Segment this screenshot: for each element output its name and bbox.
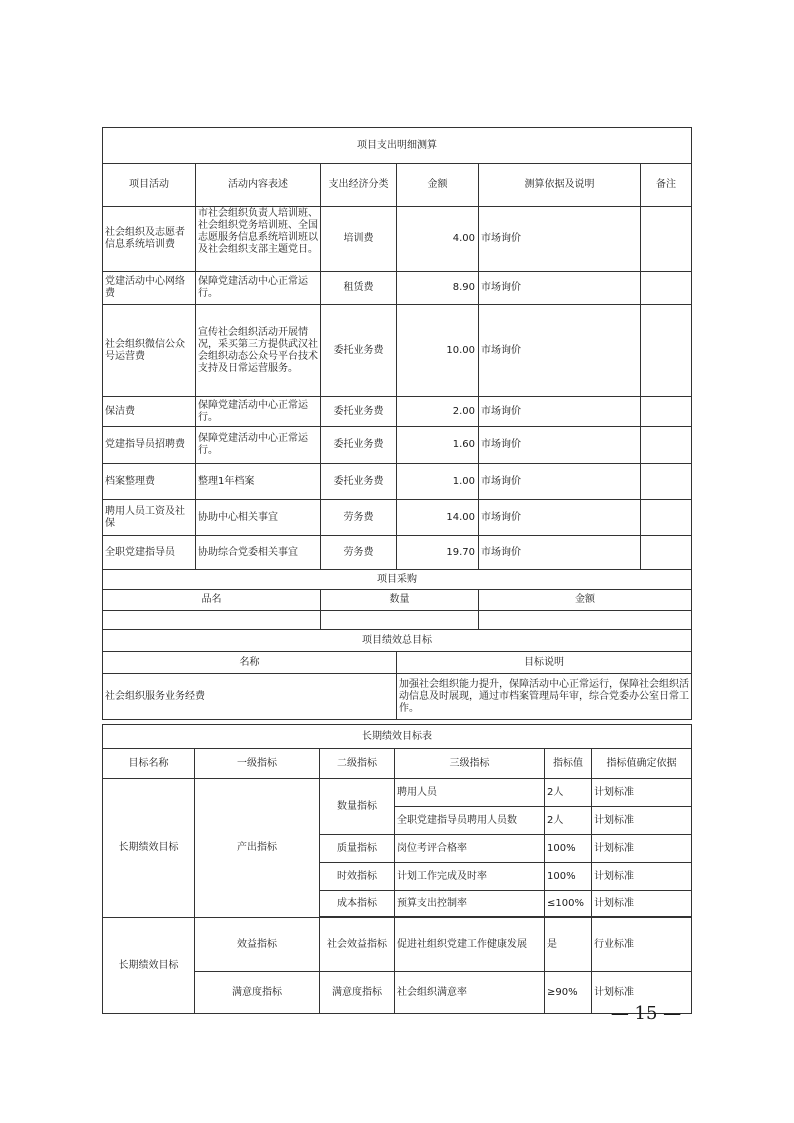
procurement-title: 项目采购 bbox=[103, 570, 692, 590]
level3-cell: 计划工作完成及时率 bbox=[395, 863, 545, 891]
content-cell: 保障党建活动中心正常运行。 bbox=[196, 397, 321, 427]
overall-description: 加强社会组织能力提升，保障活动中心正常运行，保障社会组织活动信息及时展现，通过市档案管理局年审，综合党委办公室日常工作。 bbox=[397, 674, 692, 720]
table-row bbox=[103, 500, 692, 536]
level1-cell: 满意度指标 bbox=[195, 972, 320, 1014]
header-cell: 指标值确定依据 bbox=[592, 749, 692, 779]
basis-cell: 市场询价 bbox=[479, 427, 641, 464]
activity-cell: 档案整理费 bbox=[103, 464, 196, 500]
basis-cell: 市场询价 bbox=[479, 464, 641, 500]
expense-table bbox=[102, 127, 692, 720]
category-cell: 租赁费 bbox=[321, 272, 397, 305]
overall-name: 社会组织服务业务经费 bbox=[103, 674, 397, 720]
overall-title: 项目绩效总目标 bbox=[103, 630, 692, 652]
content-cell: 宣传社会组织活动开展情况，采买第三方提供武汉社会组织动态公众号平台技术支持及日常运营服务。 bbox=[196, 305, 321, 397]
value-cell: 100% bbox=[545, 863, 592, 891]
table-row bbox=[103, 427, 692, 464]
basis-cell: 计划标准 bbox=[592, 972, 692, 1014]
header-cell: 项目活动 bbox=[103, 164, 196, 207]
content-cell: 协助中心相关事宜 bbox=[196, 500, 321, 536]
amount-cell: 14.00 bbox=[397, 500, 479, 536]
basis-cell: 行业标准 bbox=[592, 918, 692, 972]
header-cell: 品名 bbox=[103, 590, 321, 611]
activity-cell: 社会组织及志愿者信息系统培训费 bbox=[103, 207, 196, 272]
table-row bbox=[103, 305, 692, 397]
header-cell: 指标值 bbox=[545, 749, 592, 779]
table-row bbox=[103, 397, 692, 427]
table-row bbox=[103, 464, 692, 500]
value-cell: 2人 bbox=[545, 807, 592, 835]
basis-cell: 计划标准 bbox=[592, 863, 692, 891]
longterm-table bbox=[102, 724, 692, 1014]
basis-cell: 计划标准 bbox=[592, 891, 692, 917]
level3-cell: 促进社组织党建工作健康发展 bbox=[395, 918, 545, 972]
note-cell bbox=[641, 207, 692, 272]
content-cell: 保障党建活动中心正常运行。 bbox=[196, 427, 321, 464]
content-cell: 整理1年档案 bbox=[196, 464, 321, 500]
target-name-cell: 长期绩效目标 bbox=[103, 918, 195, 1014]
category-cell: 委托业务费 bbox=[321, 305, 397, 397]
basis-cell: 计划标准 bbox=[592, 807, 692, 835]
activity-cell: 聘用人员工资及社保 bbox=[103, 500, 196, 536]
activity-cell: 保洁费 bbox=[103, 397, 196, 427]
value-cell: ≤100% bbox=[545, 891, 592, 917]
note-cell bbox=[641, 500, 692, 536]
activity-cell: 党建活动中心网络费 bbox=[103, 272, 196, 305]
note-cell bbox=[641, 305, 692, 397]
level1-cell: 效益指标 bbox=[195, 918, 320, 972]
header-cell: 金额 bbox=[479, 590, 692, 611]
value-cell: 100% bbox=[545, 835, 592, 863]
header-cell: 支出经济分类 bbox=[321, 164, 397, 207]
level2-cell: 社会效益指标 bbox=[320, 918, 395, 972]
expense-header-row bbox=[103, 164, 692, 207]
level3-cell: 全职党建指导员聘用人员数 bbox=[395, 807, 545, 835]
category-cell: 劳务费 bbox=[321, 536, 397, 570]
basis-cell: 市场询价 bbox=[479, 305, 641, 397]
expense-title: 项目支出明细测算 bbox=[103, 128, 692, 164]
procurement-empty-row bbox=[103, 611, 692, 630]
category-cell: 委托业务费 bbox=[321, 464, 397, 500]
amount-cell: 19.70 bbox=[397, 536, 479, 570]
basis-cell: 计划标准 bbox=[592, 835, 692, 863]
amount-cell: 1.00 bbox=[397, 464, 479, 500]
category-cell: 培训费 bbox=[321, 207, 397, 272]
target-name-cell: 长期绩效目标 bbox=[103, 779, 195, 918]
procurement-header-row bbox=[103, 590, 692, 611]
header-cell: 目标说明 bbox=[397, 652, 692, 674]
note-cell bbox=[641, 272, 692, 305]
header-cell: 备注 bbox=[641, 164, 692, 207]
basis-cell: 市场询价 bbox=[479, 207, 641, 272]
content-cell: 协助综合党委相关事宜 bbox=[196, 536, 321, 570]
level3-cell: 岗位考评合格率 bbox=[395, 835, 545, 863]
overall-header-row bbox=[103, 652, 692, 674]
basis-cell: 计划标准 bbox=[592, 779, 692, 807]
overall-row bbox=[103, 674, 692, 720]
table-row bbox=[103, 207, 692, 272]
header-cell: 数量 bbox=[321, 590, 479, 611]
level2-cell: 数量指标 bbox=[320, 779, 395, 835]
level3-cell: 聘用人员 bbox=[395, 779, 545, 807]
amount-cell: 10.00 bbox=[397, 305, 479, 397]
table-row bbox=[103, 536, 692, 570]
level2-cell: 满意度指标 bbox=[320, 972, 395, 1014]
level3-cell: 社会组织满意率 bbox=[395, 972, 545, 1014]
note-cell bbox=[641, 427, 692, 464]
amount-cell: 4.00 bbox=[397, 207, 479, 272]
table-row bbox=[103, 272, 692, 305]
amount-cell: 2.00 bbox=[397, 397, 479, 427]
note-cell bbox=[641, 464, 692, 500]
header-cell: 名称 bbox=[103, 652, 397, 674]
value-cell: 2人 bbox=[545, 779, 592, 807]
note-cell bbox=[641, 536, 692, 570]
amount-cell: 1.60 bbox=[397, 427, 479, 464]
level1-cell: 产出指标 bbox=[195, 779, 320, 918]
level2-cell: 时效指标 bbox=[320, 863, 395, 891]
header-cell: 目标名称 bbox=[103, 749, 195, 779]
table-row bbox=[103, 918, 692, 972]
category-cell: 委托业务费 bbox=[321, 397, 397, 427]
header-cell: 一级指标 bbox=[195, 749, 320, 779]
activity-cell: 党建指导员招聘费 bbox=[103, 427, 196, 464]
note-cell bbox=[641, 397, 692, 427]
basis-cell: 市场询价 bbox=[479, 397, 641, 427]
header-cell: 测算依据及说明 bbox=[479, 164, 641, 207]
level2-cell: 成本指标 bbox=[320, 891, 395, 917]
content-cell: 保障党建活动中心正常运行。 bbox=[196, 272, 321, 305]
activity-cell: 社会组织微信公众号运营费 bbox=[103, 305, 196, 397]
level2-cell: 质量指标 bbox=[320, 835, 395, 863]
table-row bbox=[103, 779, 692, 807]
content-cell: 市社会组织负责人培训班、社会组织党务培训班、全国志愿服务信息系统培训班以及社会组织支部主题党日。 bbox=[196, 207, 321, 272]
basis-cell: 市场询价 bbox=[479, 536, 641, 570]
level3-cell: 预算支出控制率 bbox=[395, 891, 545, 917]
longterm-title: 长期绩效目标表 bbox=[103, 725, 692, 749]
category-cell: 委托业务费 bbox=[321, 427, 397, 464]
value-cell: 是 bbox=[545, 918, 592, 972]
basis-cell: 市场询价 bbox=[479, 500, 641, 536]
header-cell: 活动内容表述 bbox=[196, 164, 321, 207]
value-cell: ≥90% bbox=[545, 972, 592, 1014]
activity-cell: 全职党建指导员 bbox=[103, 536, 196, 570]
header-cell: 二级指标 bbox=[320, 749, 395, 779]
header-cell: 三级指标 bbox=[395, 749, 545, 779]
basis-cell: 市场询价 bbox=[479, 272, 641, 305]
amount-cell: 8.90 bbox=[397, 272, 479, 305]
header-cell: 金额 bbox=[397, 164, 479, 207]
page-number: — 15 — bbox=[610, 1003, 682, 1024]
longterm-header-row bbox=[103, 749, 692, 779]
category-cell: 劳务费 bbox=[321, 500, 397, 536]
